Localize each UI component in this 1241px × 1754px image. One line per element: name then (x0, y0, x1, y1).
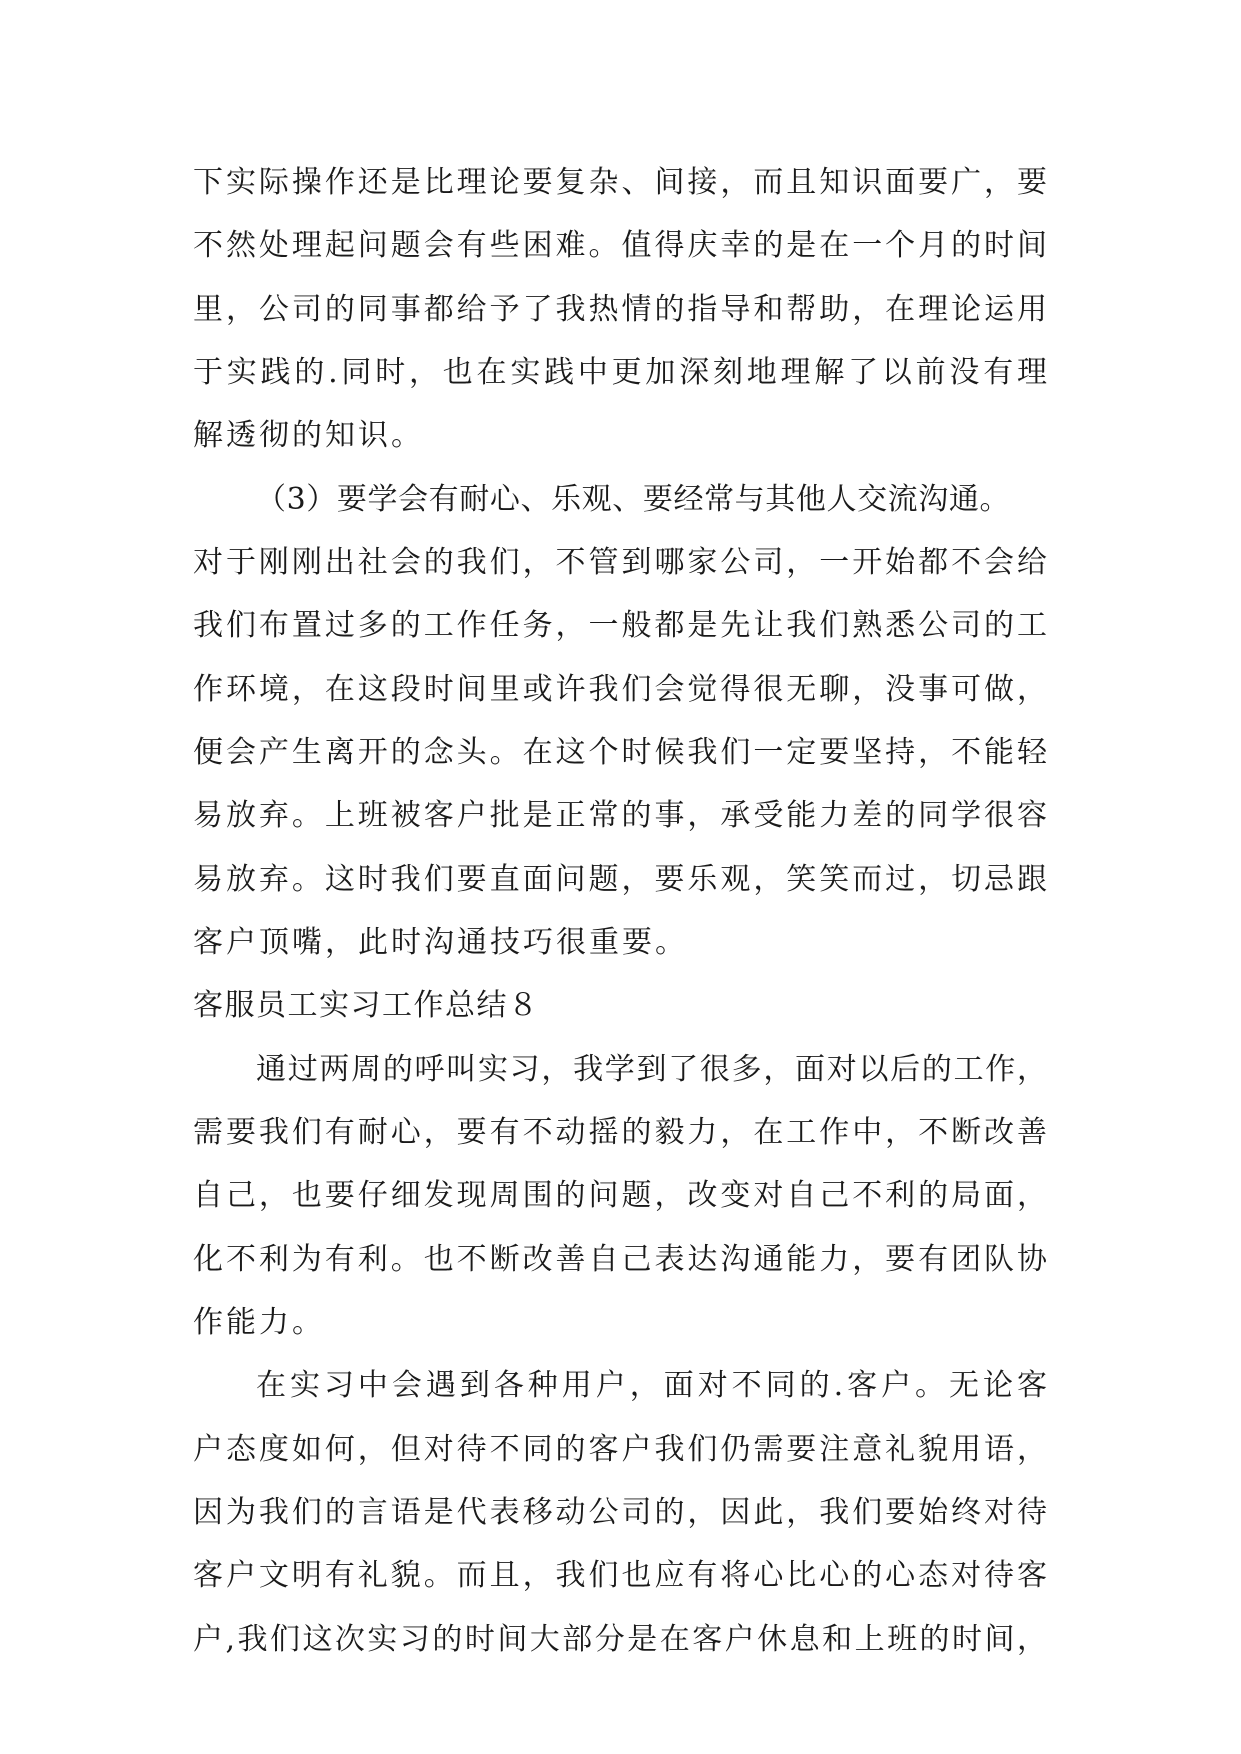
paragraph-line: 需要我们有耐心，要有不动摇的毅力，在工作中，不断改善 (193, 1115, 1047, 1150)
paragraph-line: 通过两周的呼叫实习，我学到了很多，面对以后的工作， (256, 1052, 1047, 1087)
paragraph-line: 客户顶嘴，此时沟通技巧很重要。 (193, 925, 688, 960)
paragraph-line: 易放弃。这时我们要直面问题，要乐观，笑笑而过，切忌跟 (193, 862, 1047, 897)
paragraph-line: 里，公司的同事都给予了我热情的指导和帮助，在理论运用 (193, 292, 1047, 327)
paragraph-line: 化不利为有利。也不断改善自己表达沟通能力，要有团队协 (193, 1242, 1047, 1277)
paragraph-line: 对于刚刚出社会的我们，不管到哪家公司，一开始都不会给 (193, 545, 1047, 580)
paragraph-line: 解透彻的知识。 (193, 418, 424, 453)
paragraph-line: 于实践的.同时，也在实践中更加深刻地理解了以前没有理 (193, 355, 1047, 390)
paragraph-line: （3）要学会有耐心、乐观、要经常与其他人交流沟通。 (256, 482, 1011, 517)
paragraph-line: 客户文明有礼貌。而且，我们也应有将心比心的心态对待客 (193, 1558, 1047, 1593)
paragraph-line: 不然处理起问题会有些困难。值得庆幸的是在一个月的时间 (193, 228, 1047, 263)
section-heading: 客服员工实习工作总结８ (193, 988, 540, 1023)
paragraph-line: 作环境，在这段时间里或许我们会觉得很无聊，没事可做， (193, 672, 1047, 707)
paragraph-line: 自己，也要仔细发现周围的问题，改变对自己不利的局面， (193, 1178, 1047, 1213)
paragraph-line: 下实际操作还是比理论要复杂、间接，而且知识面要广，要 (193, 165, 1047, 200)
paragraph-line: 在实习中会遇到各种用户，面对不同的.客户。无论客 (256, 1368, 1047, 1403)
paragraph-line: 便会产生离开的念头。在这个时候我们一定要坚持，不能轻 (193, 735, 1047, 770)
paragraph-line: 作能力。 (193, 1305, 325, 1340)
paragraph-line: 因为我们的言语是代表移动公司的，因此，我们要始终对待 (193, 1495, 1047, 1530)
paragraph-line: 户,我们这次实习的时间大部分是在客户休息和上班的时间， (193, 1622, 1047, 1657)
paragraph-line: 易放弃。上班被客户批是正常的事，承受能力差的同学很容 (193, 798, 1047, 833)
paragraph-line: 户态度如何，但对待不同的客户我们仍需要注意礼貌用语， (193, 1432, 1047, 1467)
paragraph-line: 我们布置过多的工作任务，一般都是先让我们熟悉公司的工 (193, 608, 1047, 643)
